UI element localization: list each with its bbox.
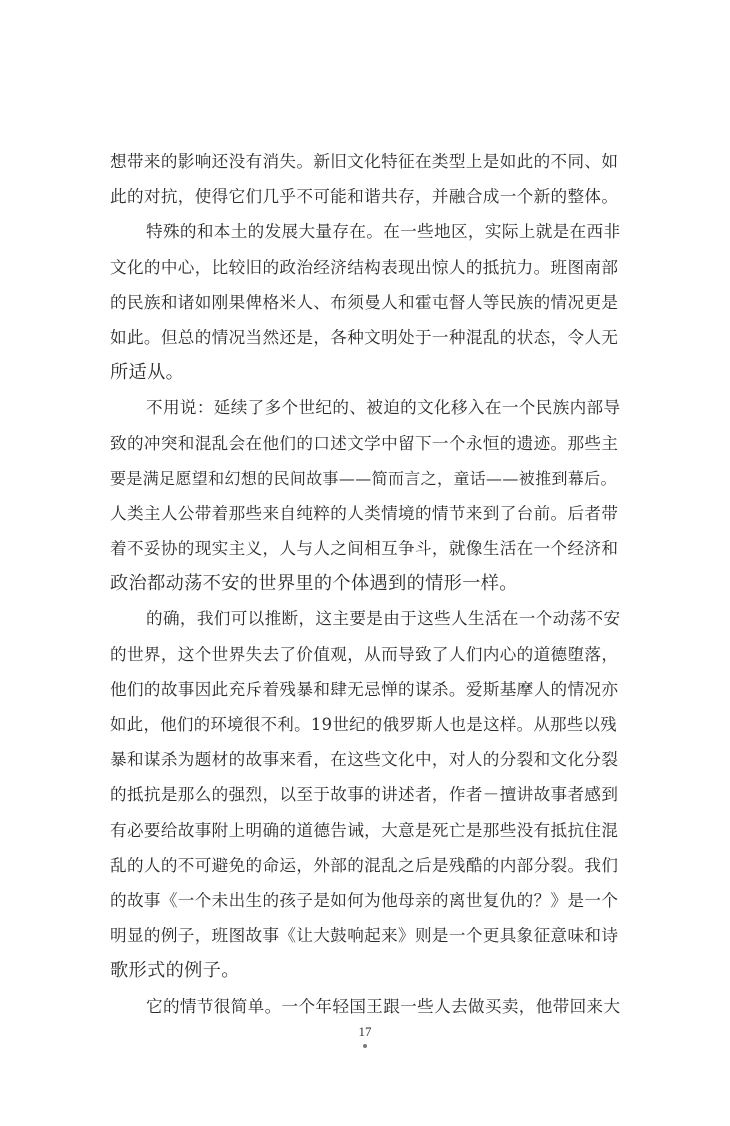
text-line: 人类主人公带着那些来自纯粹的人类情境的情节来到了台前。后者带 bbox=[110, 503, 619, 523]
text-line: 明显的例子，班图故事《让大鼓响起来》则是一个更具象征意味和诗 bbox=[110, 926, 619, 946]
text-line: 不用说：延续了多个世纪的、被迫的文化移入在一个民族内部导 bbox=[146, 398, 621, 418]
text-line: 文化的中心，比较旧的政治经济结构表现出惊人的抵抗力。班图南部 bbox=[110, 257, 619, 277]
text-line: 的故事《一个未出生的孩子是如何为他母亲的离世复仇的？》是一个 bbox=[110, 890, 619, 910]
body-text bbox=[110, 144, 622, 1024]
text-line: 如此，他们的环境很不利。19世纪的俄罗斯人也是这样。从那些以残 bbox=[110, 715, 618, 734]
text-line: 想带来的影响还没有消失。新旧文化特征在类型上是如此的不同、如 bbox=[110, 152, 619, 171]
text-line: 要是满足愿望和幻想的民间故事——简而言之，童话——被推到幕后。 bbox=[110, 468, 617, 488]
text-line: 特殊的和本土的发展大量存在。在一些地区，实际上就是在西非 bbox=[146, 222, 621, 242]
paragraph bbox=[110, 601, 622, 988]
text-line: 它的情节很简单。一个年轻国王跟一些人去做买卖，他带回来大 bbox=[146, 996, 621, 1016]
text-line: 的抵抗是那么的强烈，以至于故事的讲述者，作者－擅讲故事者感到 bbox=[110, 785, 619, 805]
paragraph bbox=[110, 989, 622, 1024]
text-line: 的民族和诸如刚果俾格米人、布须曼人和霍屯督人等民族的情况更是 bbox=[110, 292, 619, 312]
text-line: 着不妥协的现实主义，人与人之间相互争斗，就像生活在一个经济和 bbox=[110, 539, 619, 559]
text-line: 的确，我们可以推断，这主要是由于这些人生活在一个动荡不安 bbox=[146, 609, 621, 629]
text-line: 所适从。 bbox=[110, 362, 185, 384]
paragraph bbox=[110, 390, 622, 601]
text-line: 歌形式的例子。 bbox=[110, 960, 240, 982]
paragraph bbox=[110, 214, 622, 390]
paragraph bbox=[110, 144, 622, 214]
text-line: 乱的人的不可避免的命运，外部的混乱之后是残酷的内部分裂。我们 bbox=[110, 855, 619, 875]
text-line: 致的冲突和混乱会在他们的口述文学中留下一个永恒的遗迹。那些主 bbox=[110, 433, 619, 453]
text-line: 此的对抗，使得它们几乎不可能和谐共存，并融合成一个新的整体。 bbox=[110, 187, 619, 207]
text-line: 他们的故事因此充斥着残暴和肆无忌惮的谋杀。爱斯基摩人的情况亦 bbox=[110, 679, 619, 699]
page-number-dot bbox=[363, 1044, 367, 1048]
text-line: 暴和谋杀为题材的故事来看，在这些文化中，对人的分裂和文化分裂 bbox=[110, 750, 619, 770]
text-line: 如此。但总的情况当然还是，各种文明处于一种混乱的状态，令人无 bbox=[110, 327, 619, 347]
text-line: 政治都动荡不安的世界里的个体遇到的情形一样。 bbox=[110, 573, 518, 595]
text-line: 的世界，这个世界失去了价值观，从而导致了人们内心的道德堕落， bbox=[110, 644, 619, 664]
page-number: 17 bbox=[358, 1024, 372, 1039]
text-line: 有必要给故事附上明确的道德告诫，大意是死亡是那些没有抵抗住混 bbox=[110, 820, 619, 840]
